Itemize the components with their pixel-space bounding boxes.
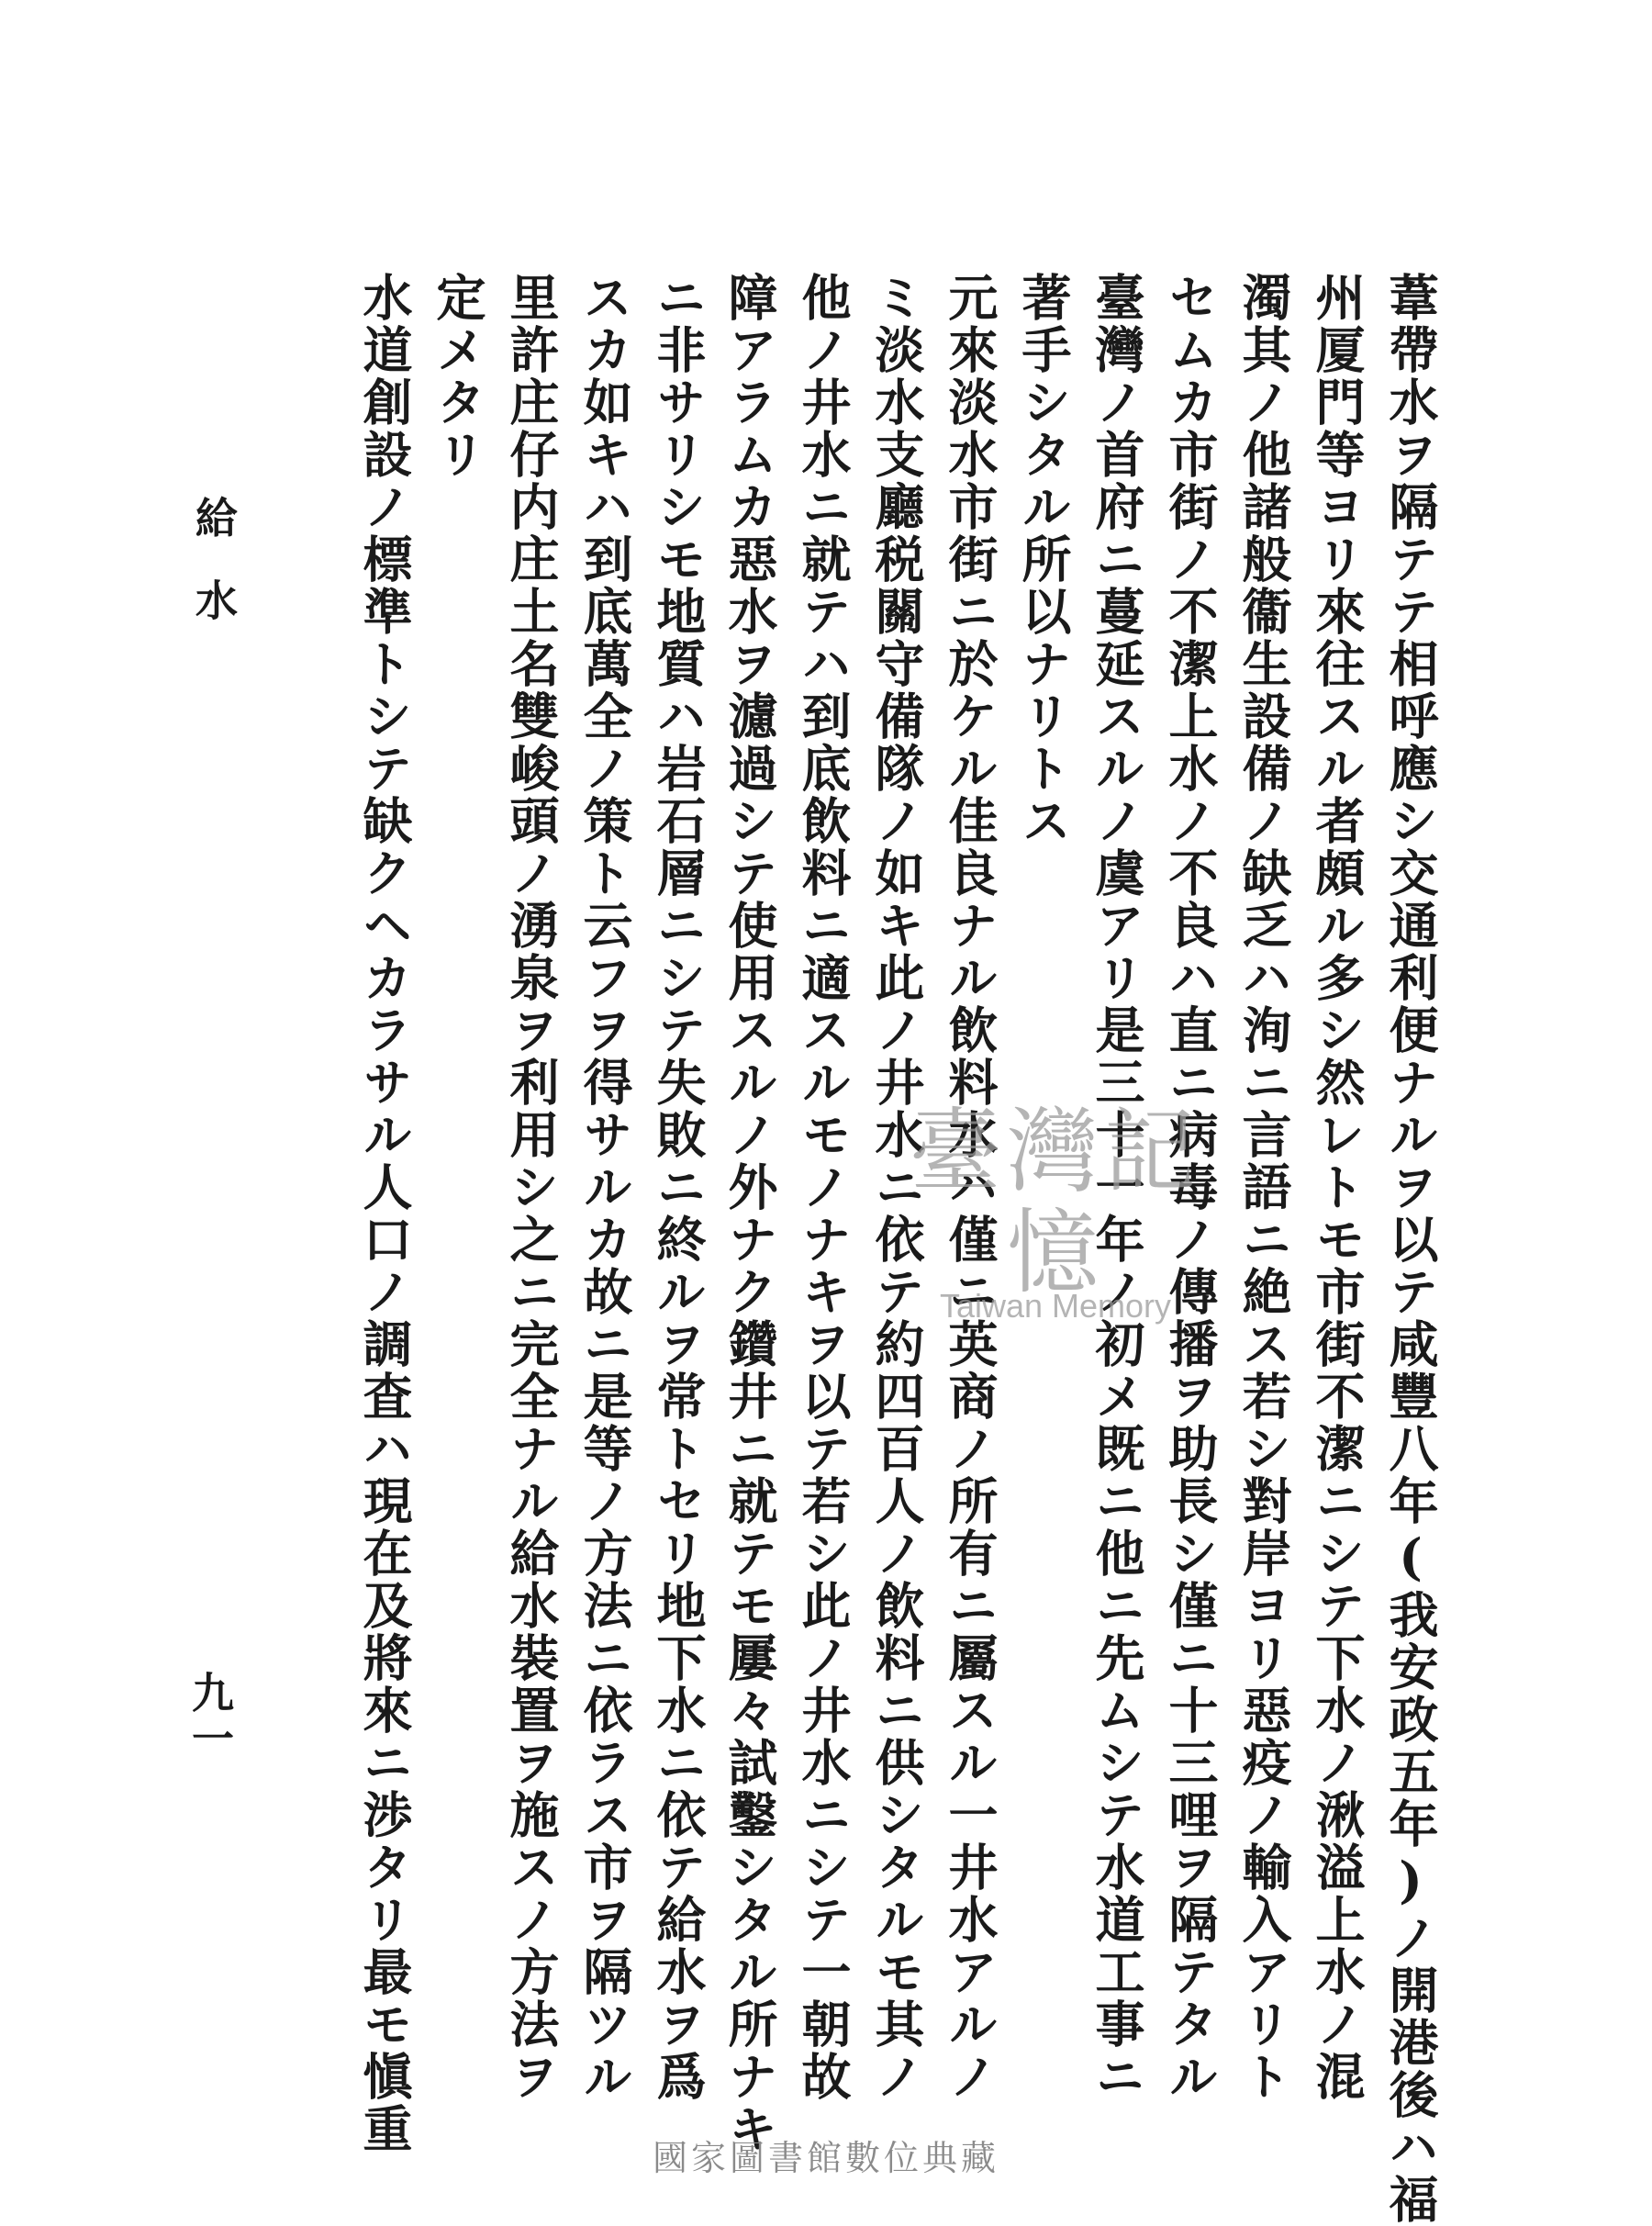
text-column-10: 障アラムカ惡水ヲ濾過シテ使用スルノ外ナク鑽井ニ就テモ屢々試鑿シタル所ナキ bbox=[720, 272, 779, 2155]
text-column-14: 定メタリ bbox=[429, 272, 487, 481]
text-column-3: 濁其ノ他諸般衞生設備ノ缺乏ハ洵ニ言語ニ絶ス若シ對岸ヨリ惡疫ノ輸入アリト bbox=[1234, 272, 1293, 2103]
page-number: 九一 bbox=[185, 1671, 235, 1762]
text-column-8: ミ淡水支廳税關守備隊ノ如キ此ノ井水ニ依テ約四百人ノ飲料ニ供シタルモ其ノ bbox=[867, 272, 926, 2103]
text-column-2: 州厦門等ヨリ來往スル者頗ル多シ然レトモ市街不潔ニシテ下水ノ湫溢上水ノ混 bbox=[1308, 272, 1367, 2103]
text-column-6: 著手シタル所以ナリトス bbox=[1014, 272, 1073, 847]
text-column-1: 葦帶水ヲ隔テテ相呼應シ交通利便ナルヲ以テ咸豐八年(我安政五年)ノ開港後ハ福 bbox=[1381, 272, 1440, 2226]
archive-footer: 國家圖書館數位典藏 bbox=[652, 2138, 999, 2178]
watermark-en: Taiwan Memory bbox=[939, 1287, 1172, 1325]
text-column-11: ニ非サリシモ地質ハ岩石層ニシテ失敗ニ終ルヲ常トセリ地下水ニ依テ給水ヲ爲 bbox=[649, 272, 708, 2103]
text-column-7: 元來淡水市街ニ於ケル佳良ナル飲料水ハ僅ニ英商ノ所有ニ屬スル一井水アルノ bbox=[941, 272, 999, 2103]
text-column-9: 他ノ井水ニ就テハ到底飲料ニ適スルモノナキヲ以テ若シ此ノ井水ニシテ一朝故 bbox=[794, 272, 853, 2103]
watermark bbox=[863, 1098, 1248, 1326]
text-column-13: 里許庄仔内庄土名雙峻頭ノ湧泉ヲ利用シ之ニ完全ナル給水裝置ヲ施スノ方法ヲ bbox=[502, 272, 561, 2103]
text-column-5: 臺灣ノ首府ニ蔓延スルノ虞アリ是三十一年ノ初メ既ニ他ニ先ムシテ水道工事ニ bbox=[1088, 272, 1146, 2103]
text-column-15: 水道創設ノ標準トシテ缺クヘカラサル人口ノ調査ハ現在及將來ニ渉タリ最モ愼重 bbox=[355, 272, 414, 2155]
watermark-cjk: 臺灣記憶 bbox=[910, 1098, 1201, 1306]
text-column-12: スカ如キハ到底萬全ノ策ト云フヲ得サルカ故ニ是等ノ方法ニ依ラス市ヲ隔ツル bbox=[575, 272, 634, 2103]
running-head: 給水 bbox=[189, 496, 239, 661]
text-column-4: セムカ市街ノ不潔上水ノ不良ハ直ニ病毒ノ傳播ヲ助長シ僅ニ十三哩ヲ隔テタル bbox=[1161, 272, 1220, 2103]
